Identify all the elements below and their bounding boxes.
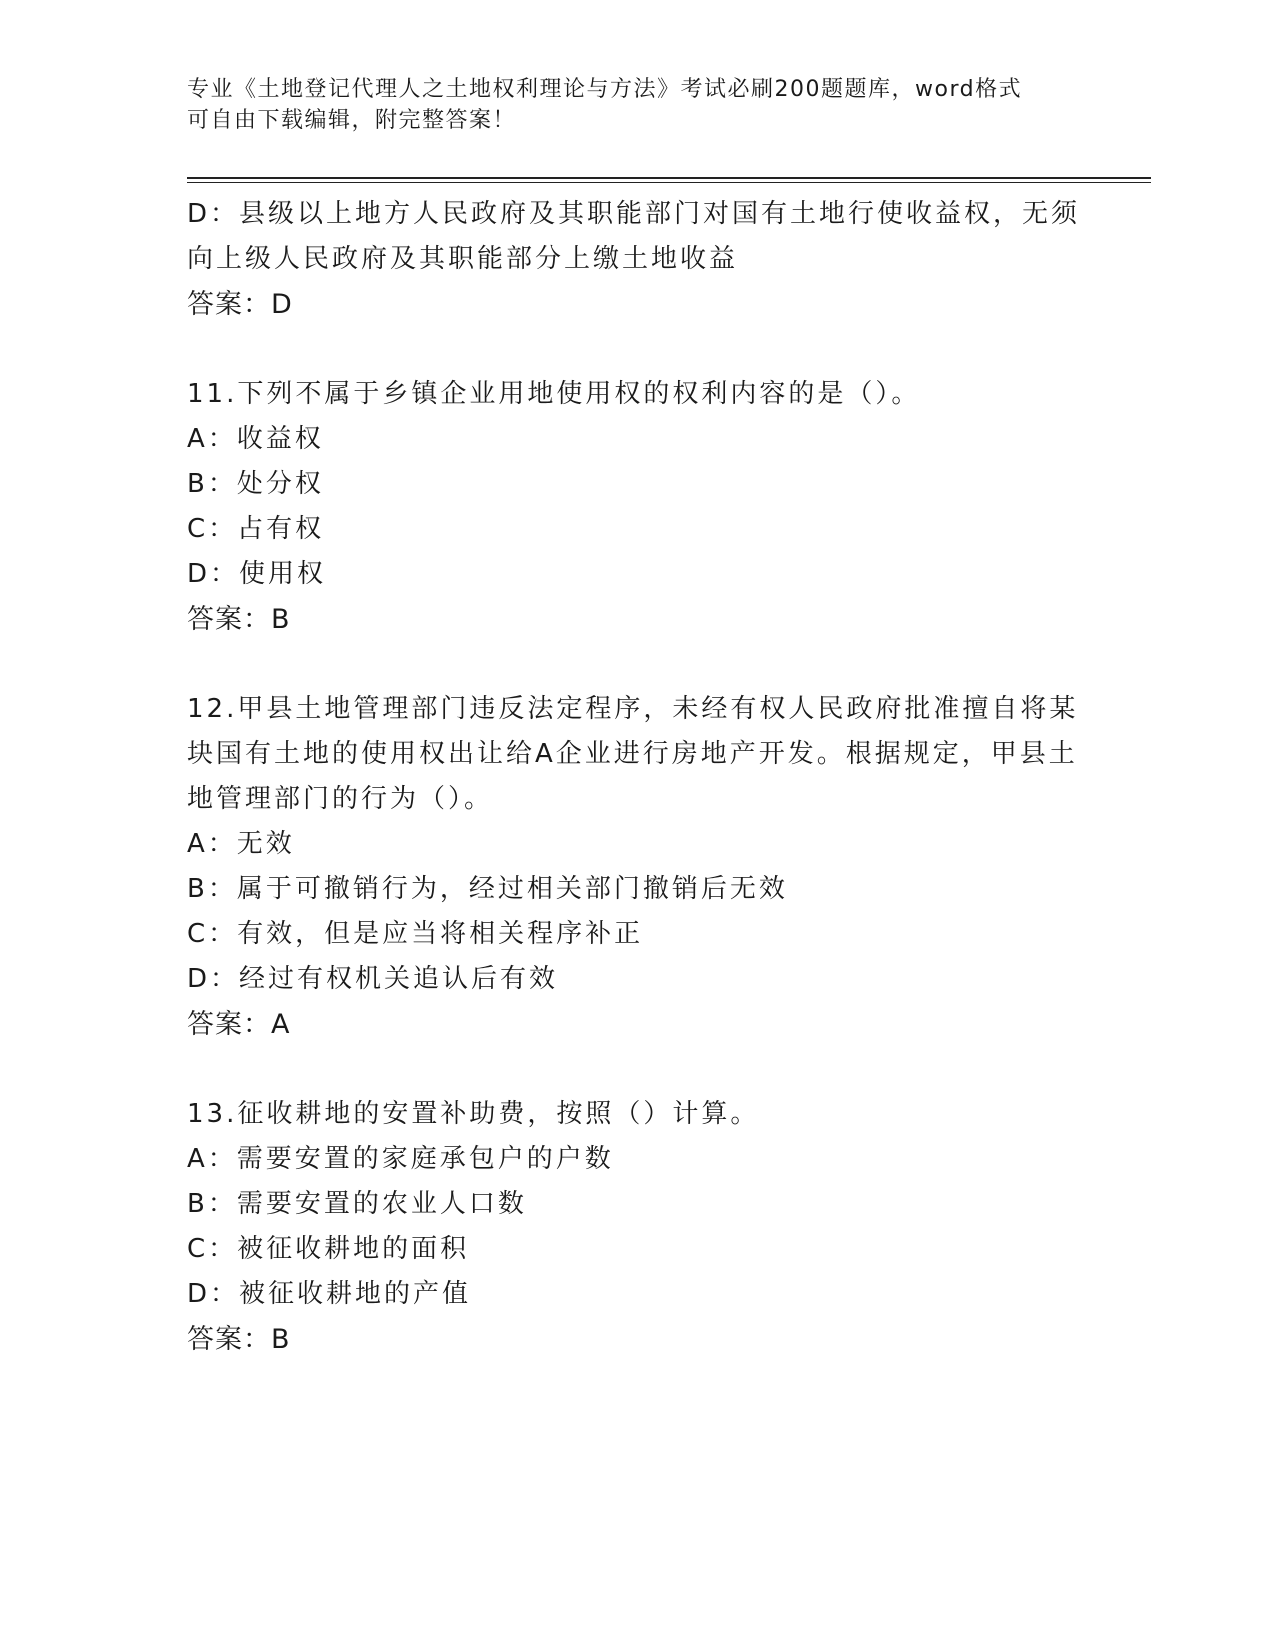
option-c: C：有效，但是应当将相关程序补正 bbox=[187, 919, 644, 949]
option-d: D：经过有权机关追认后有效 bbox=[187, 964, 559, 994]
option-a: A：需要安置的家庭承包户的户数 bbox=[187, 1144, 614, 1174]
question-stem-continued: 地管理部门的行为（）。 bbox=[187, 784, 494, 814]
option-d: D：使用权 bbox=[187, 559, 327, 589]
answer-line: 答案：B bbox=[187, 1324, 291, 1355]
option-b: B：属于可撤销行为，经过相关部门撤销后无效 bbox=[187, 874, 788, 904]
option-c: C：被征收耕地的面积 bbox=[187, 1234, 470, 1264]
answer-line: 答案：A bbox=[187, 1009, 291, 1040]
continued-question bbox=[187, 192, 1087, 328]
answer-line: 答案：B bbox=[187, 604, 291, 635]
question-stem-continued: 块国有土地的使用权出让给A企业进行房地产开发。根据规定，甲县土 bbox=[187, 739, 1078, 769]
option-a: A：无效 bbox=[187, 829, 295, 859]
spacer bbox=[187, 1048, 1087, 1092]
header-title-line-1: 专业《土地登记代理人之土地权利理论与方法》考试必刷200题题库，word格式 bbox=[187, 77, 1023, 102]
option-c: C：占有权 bbox=[187, 514, 325, 544]
header-divider-thick bbox=[187, 177, 1151, 179]
option-a: A：收益权 bbox=[187, 424, 324, 454]
option-d: D：被征收耕地的产值 bbox=[187, 1279, 472, 1309]
question-stem: 12.甲县土地管理部门违反法定程序，未经有权人民政府批准擅自将某 bbox=[187, 694, 1079, 724]
question-13 bbox=[187, 1092, 1087, 1363]
document-header bbox=[187, 74, 1087, 136]
question-list bbox=[187, 192, 1087, 1363]
spacer bbox=[187, 328, 1087, 372]
option-b: B：需要安置的农业人口数 bbox=[187, 1189, 527, 1219]
spacer bbox=[187, 643, 1087, 687]
option-b: B：处分权 bbox=[187, 469, 324, 499]
answer-line: 答案：D bbox=[187, 289, 293, 320]
option-d-continued: 向上级人民政府及其职能部分上缴土地收益 bbox=[187, 244, 739, 274]
option-d: D：县级以上地方人民政府及其职能部门对国有土地行使收益权，无须 bbox=[187, 199, 1081, 229]
header-title-line-2: 可自由下载编辑，附完整答案！ bbox=[187, 108, 517, 133]
question-11 bbox=[187, 372, 1087, 643]
header-divider-thin bbox=[187, 182, 1151, 183]
question-stem: 11.下列不属于乡镇企业用地使用权的权利内容的是（）。 bbox=[187, 379, 921, 409]
question-stem: 13.征收耕地的安置补助费，按照（）计算。 bbox=[187, 1099, 760, 1129]
question-12 bbox=[187, 687, 1087, 1048]
